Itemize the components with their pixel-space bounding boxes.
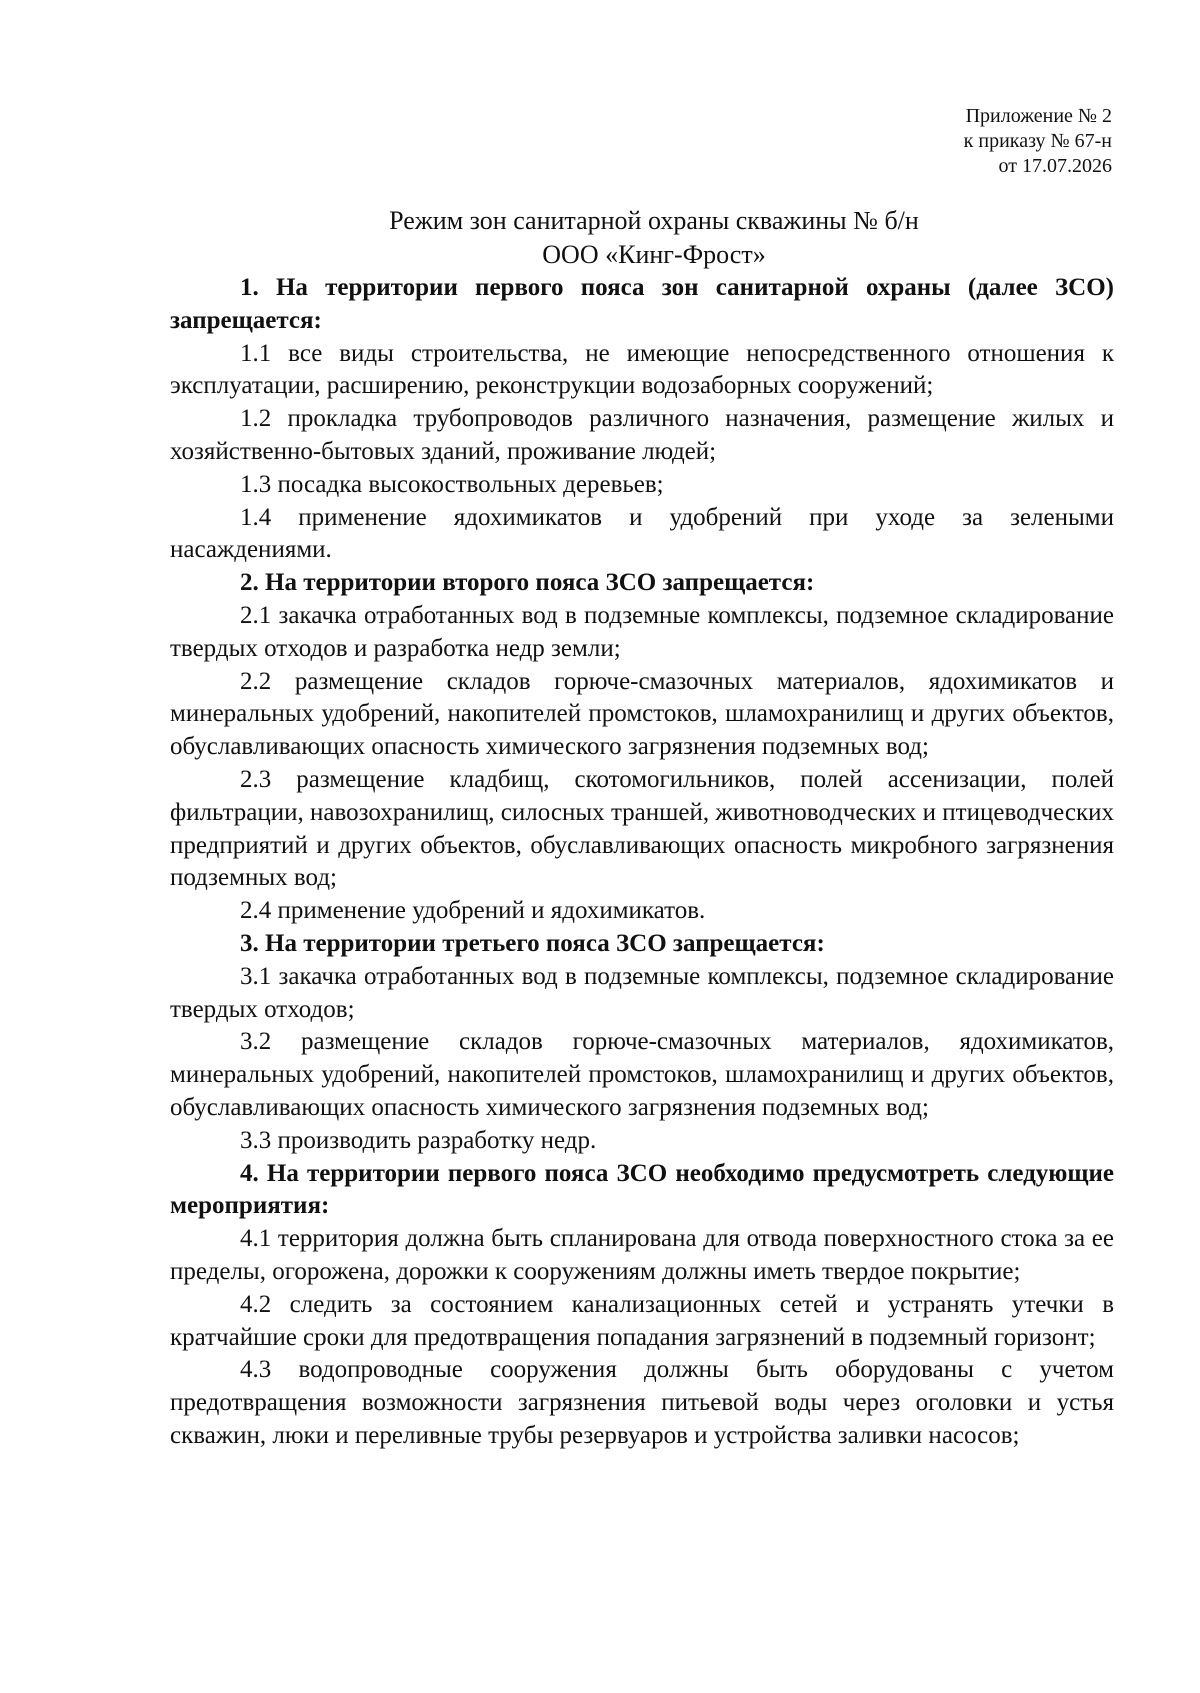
section-3-item-1: 3.1 закачка отработанных вод в подземные комплексы, подземное складирование твердых отходов; <box>170 962 1114 1023</box>
section-1-item-2: 1.2 прокладка трубопроводов различного назначения, размещение жилых и хозяйственно-бытовых зданий, проживание людей; <box>170 405 1114 465</box>
section-3-item-3: 3.3 производить разработку недр. <box>240 1126 597 1154</box>
section-2-item-1: 2.1 закачка отработанных вод в подземные комплексы, подземное складирование твердых отходов и разработка недр земли; <box>170 601 1114 662</box>
title-line-1: Режим зон санитарной охраны скважины № б/н <box>389 206 919 235</box>
section-heading-3: 3. На территории третьего пояса ЗСО запрещается: <box>240 929 825 957</box>
section-2-item-3: 2.3 размещение кладбищ, скотомогильников, полей ассенизации, полей фильтрации, навозохранилищ, силосных траншей, животноводческих и птицеводческих предприятий и других объектов, обуславливающих опасность микробного загрязнения подземных вод; <box>170 765 1114 892</box>
section-heading-1: 1. На территории первого пояса зон санитарной охраны (далее ЗСО) запрещается: <box>170 274 1114 334</box>
appendix-note <box>964 104 1112 179</box>
document-body <box>170 204 1114 1453</box>
section-1-item-4: 1.4 применение ядохимикатов и удобрений при уходе за зелеными насаждениями. <box>170 503 1114 564</box>
title-line-2: ООО «Кинг-Фрост» <box>542 240 766 269</box>
document-title <box>194 204 1114 272</box>
section-1-item-1: 1.1 все виды строительства, не имеющие непосредственного отношения к эксплуатации, расширению, реконструкции водозаборных сооружений; <box>170 339 1114 400</box>
section-4-item-2: 4.2 следить за состоянием канализационных сетей и устранять утечки в кратчайшие сроки для предотвращения попадания загрязнений в подземный горизонт; <box>170 1290 1114 1351</box>
section-4-item-1: 4.1 территория должна быть спланирована для отвода поверхностного стока за ее пределы, огорожена, дорожки к сооружениям должны иметь твердое покрытие; <box>170 1225 1114 1285</box>
section-4-item-3: 4.3 водопроводные сооружения должны быть оборудованы с учетом предотвращения возможности загрязнения питьевой воды через оголовки и устья скважин, люки и переливные трубы резервуаров и устройства заливки насосов; <box>170 1356 1114 1449</box>
section-heading-4: 4. На территории первого пояса ЗСО необходимо предусмотреть следующие мероприятия: <box>170 1159 1114 1220</box>
section-2-item-2: 2.2 размещение складов горюче-смазочных материалов, ядохимикатов и минеральных удобрений, накопителей промстоков, шламохранилищ и других объектов, обуславливающих опасность химического загрязнения подземных вод; <box>170 667 1114 761</box>
section-heading-2: 2. На территории второго пояса ЗСО запрещается: <box>240 569 815 597</box>
section-1-item-3: 1.3 посадка высокоствольных деревьев; <box>240 470 664 498</box>
section-2-item-4: 2.4 применение удобрений и ядохимикатов. <box>240 897 706 925</box>
section-3-item-2: 3.2 размещение складов горюче-смазочных материалов, ядохимикатов, минеральных удобрений, накопителей промстоков, шламохранилищ и других объектов, обуславливающих опасность химического загрязнения подземных вод; <box>170 1028 1114 1121</box>
appendix-line-3: от 17.07.2026 <box>998 155 1112 177</box>
appendix-line-2: к приказу № 67-н <box>963 130 1112 152</box>
appendix-line-1: Приложение № 2 <box>965 105 1112 127</box>
